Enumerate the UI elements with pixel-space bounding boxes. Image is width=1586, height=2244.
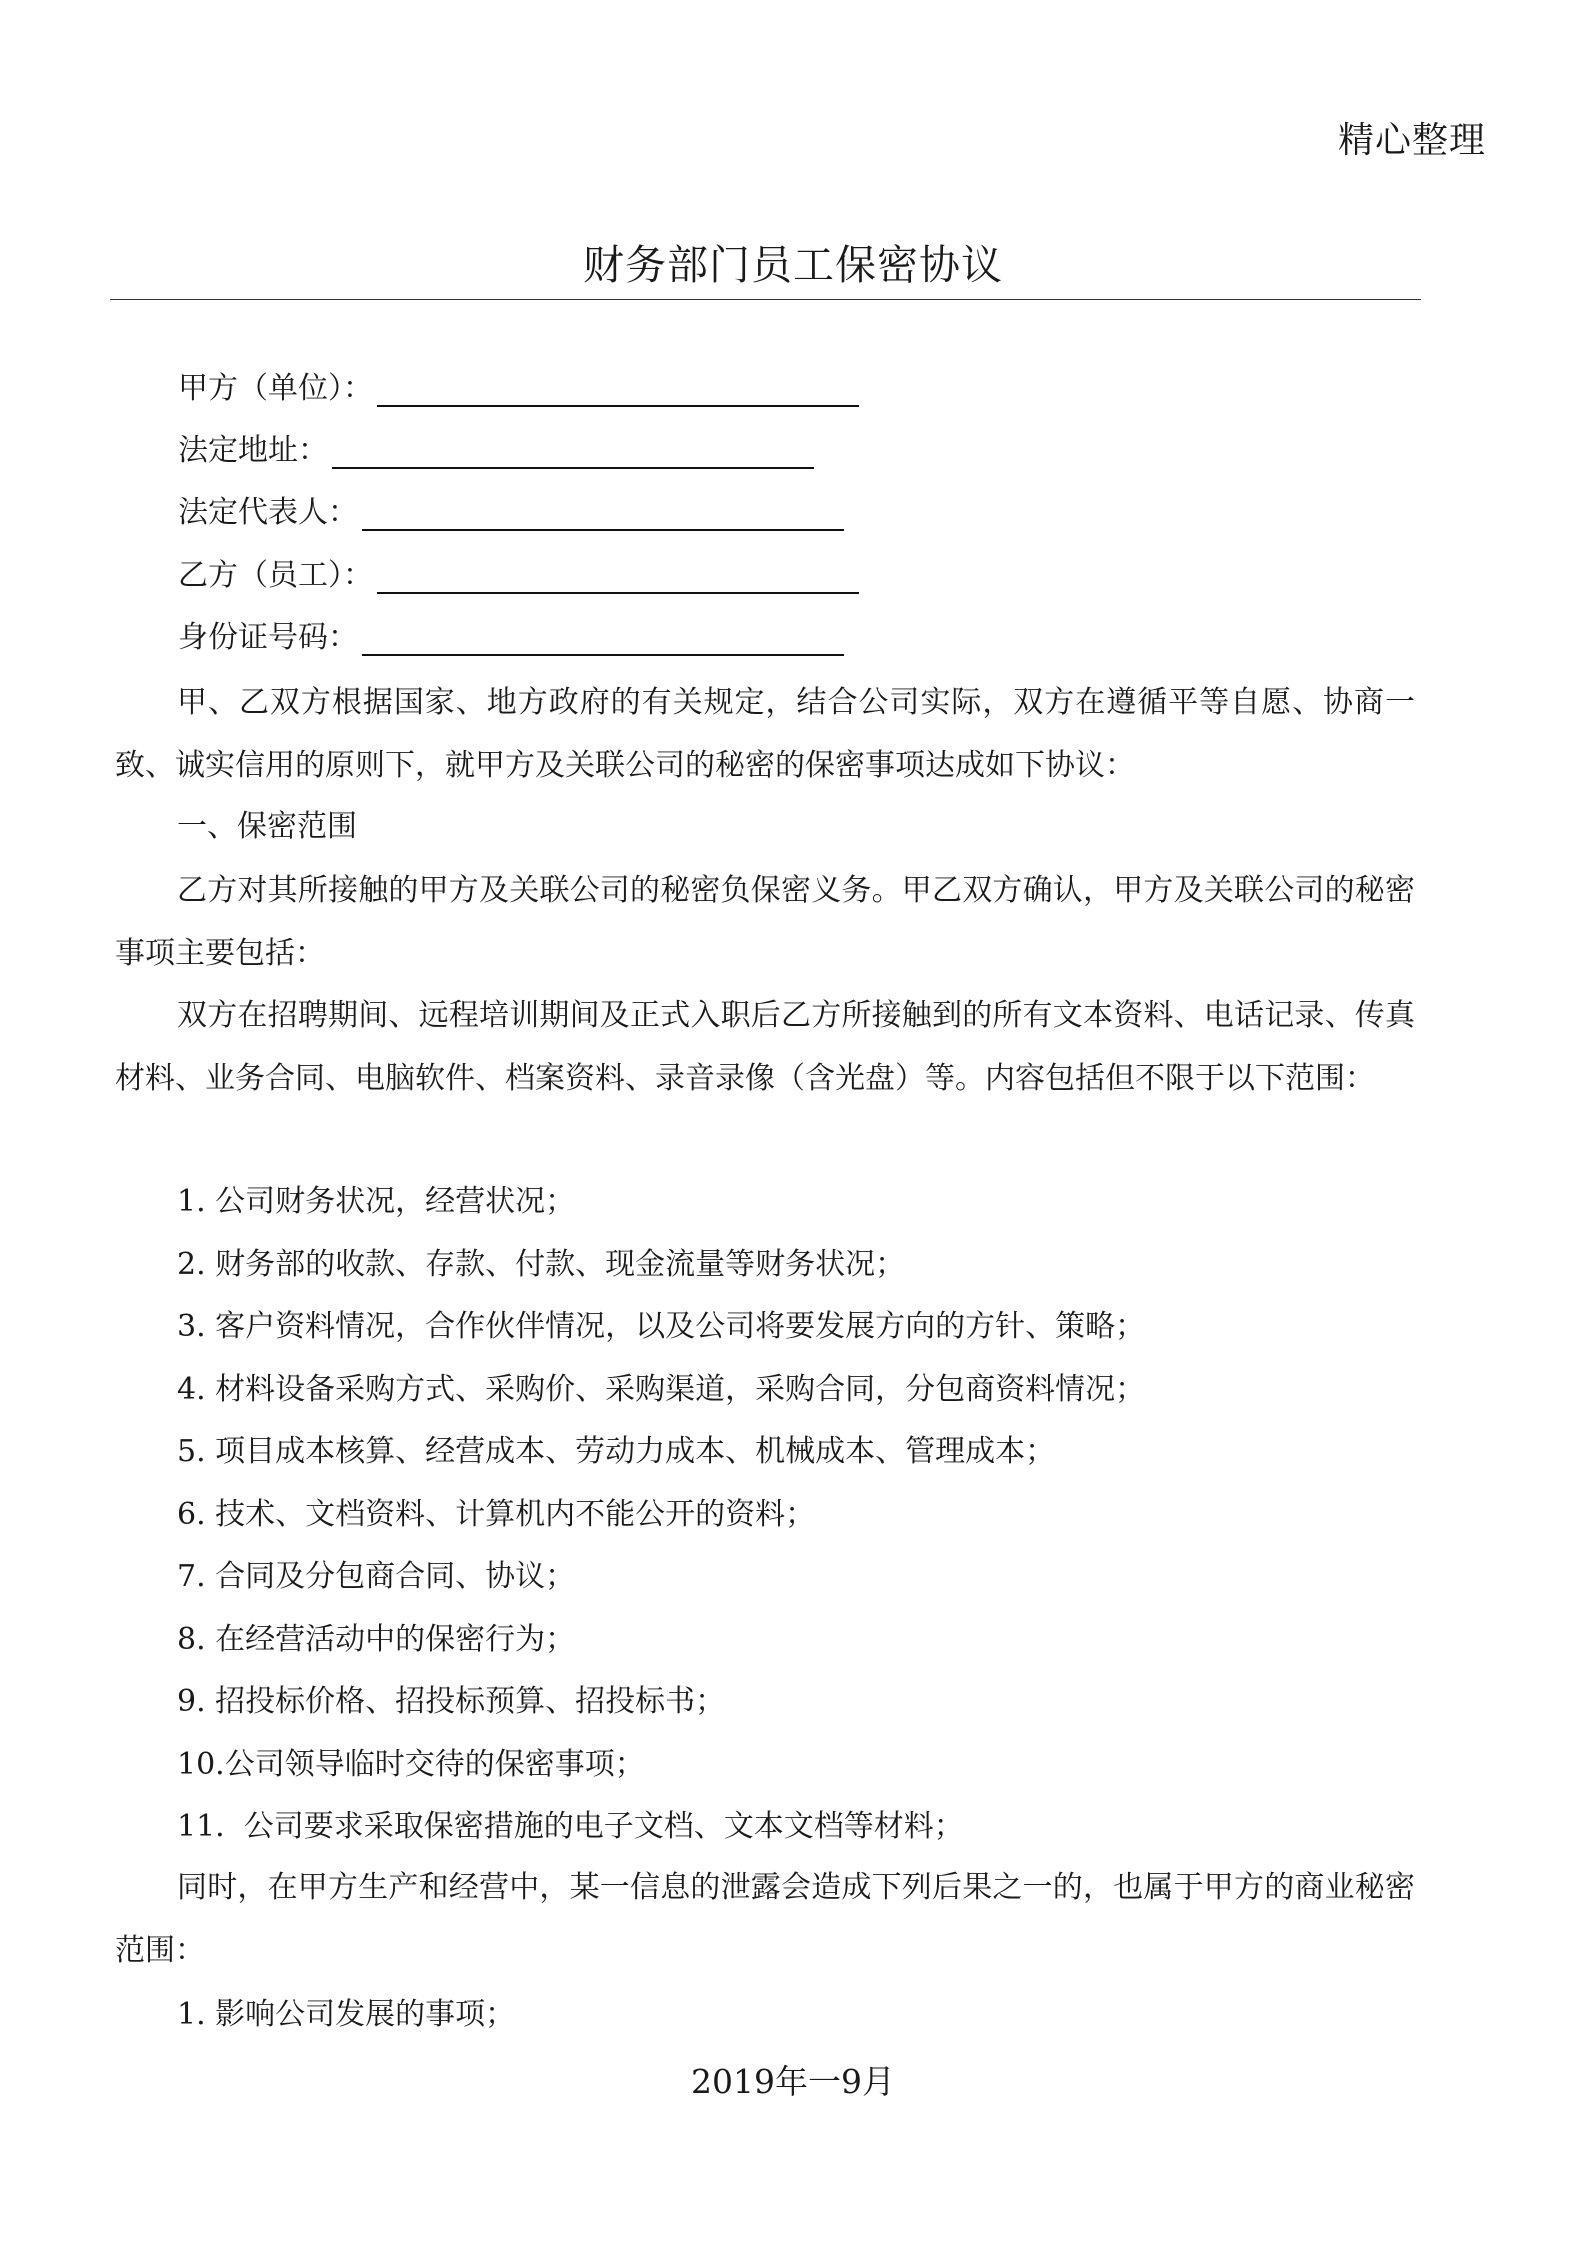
party-b-field xyxy=(178,553,859,599)
document-title: 财务部门员工保密协议 xyxy=(583,241,1003,289)
list-item: 1. 影响公司发展的事项； xyxy=(177,1997,516,2032)
trade-secret-paragraph: 同时，在甲方生产和经营中，某一信息的泄露会造成下列后果之一的，也属于甲方的商业秘密范围： xyxy=(115,1870,1415,1968)
party-a-field xyxy=(178,366,859,412)
list-item: 2. 财务部的收款、存款、付款、现金流量等财务状况； xyxy=(177,1246,906,1282)
materials-paragraph: 双方在招聘期间、远程培训期间及正式入职后乙方所接触到的所有文本资料、电话记录、传真材料、业务合同、电脑软件、档案资料、录音录像（含光盘）等。内容包括但不限于以下范围： xyxy=(115,998,1415,1096)
legal-rep-label: 法定代表人： xyxy=(178,495,358,530)
legal-address-field xyxy=(178,428,814,474)
legal-rep-blank[interactable] xyxy=(362,495,844,531)
party-b-label: 乙方（员工）： xyxy=(178,558,373,593)
list-item: 4. 材料设备采购方式、采购价、采购渠道，采购合同，分包商资料情况； xyxy=(177,1371,1146,1407)
list-item: 7. 合同及分包商合同、协议； xyxy=(177,1559,576,1594)
legal-rep-field xyxy=(178,490,844,536)
consequence-list xyxy=(177,1992,515,2055)
legal-address-blank[interactable] xyxy=(332,433,814,469)
intro-paragraph: 甲、乙双方根据国家、地方政府的有关规定，结合公司实际，双方在遵循平等自愿、协商一致、诚实信用的原则下，就甲方及关联公司的秘密的保密事项达成如下协议： xyxy=(115,685,1415,783)
list-item: 3. 客户资料情况，合作伙伴情况，以及公司将要发展方向的方针、策略； xyxy=(177,1309,1146,1344)
list-item: 5. 项目成本核算、经营成本、劳动力成本、机械成本、管理成本； xyxy=(177,1434,1056,1469)
id-number-label: 身份证号码： xyxy=(178,620,358,655)
list-item: 11. 公司要求采取保密措施的电子文档、文本文档等材料； xyxy=(177,1809,964,1844)
list-item: 6. 技术、文档资料、计算机内不能公开的资料； xyxy=(177,1496,816,1532)
title-divider xyxy=(110,299,1421,300)
list-item: 10. 公司领导临时交待的保密事项； xyxy=(177,1746,645,1782)
list-item: 9. 招投标价格、招投标预算、招投标书； xyxy=(177,1684,726,1719)
party-a-blank[interactable] xyxy=(377,371,859,407)
party-a-label: 甲方（单位）： xyxy=(178,371,373,406)
scope-paragraph: 乙方对其所接触的甲方及关联公司的秘密负保密义务。甲乙双方确认，甲方及关联公司的秘密事项主要包括： xyxy=(115,873,1415,971)
list-item: 1. 公司财务状况，经营状况； xyxy=(177,1184,576,1219)
section-heading: 一、保密范围 xyxy=(177,809,357,844)
legal-address-label: 法定地址： xyxy=(178,433,328,468)
party-b-blank[interactable] xyxy=(377,558,859,594)
list-item: 8. 在经营活动中的保密行为； xyxy=(177,1621,576,1657)
id-number-blank[interactable] xyxy=(362,620,844,656)
id-number-field xyxy=(178,615,844,661)
header-note: 精心整理 xyxy=(1337,120,1486,161)
scope-list xyxy=(177,1179,1145,1867)
footer-date: 2019年一9月 xyxy=(691,2062,895,2101)
